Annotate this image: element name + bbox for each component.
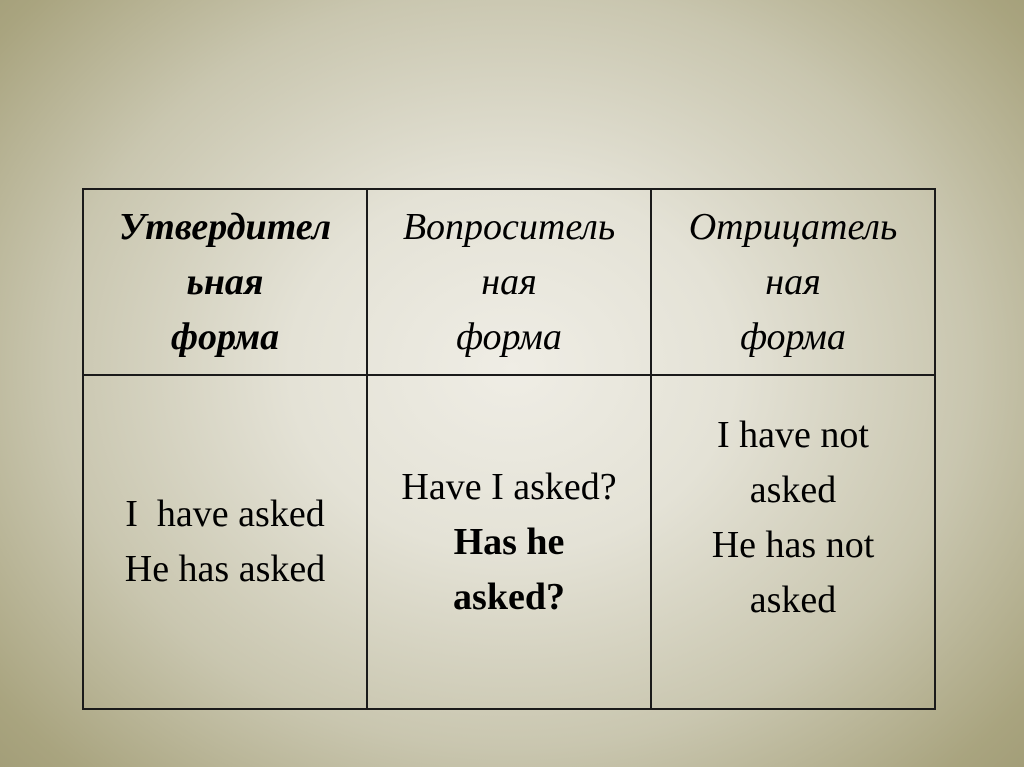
cell-affirmative-examples <box>83 375 367 709</box>
example-line: asked <box>749 469 837 511</box>
example-line: He has asked <box>124 548 326 590</box>
example-line: Have I asked? <box>401 465 617 508</box>
header-text-line: ьная <box>186 260 264 303</box>
example-line: I have asked <box>125 493 325 535</box>
header-text-line: форма <box>456 315 562 358</box>
header-text-line: форма <box>170 315 280 358</box>
header-text-line: ная <box>481 260 537 303</box>
example-line: I have not <box>717 414 869 456</box>
header-text-line: Отрицатель <box>688 205 898 248</box>
table-header-row <box>83 189 935 375</box>
example-line: asked <box>749 579 837 621</box>
example-line: He has not <box>711 524 875 566</box>
header-text-line: форма <box>740 315 846 358</box>
header-affirmative-form <box>83 189 367 375</box>
cell-negative-examples <box>651 375 935 709</box>
header-text-line: Утвердител <box>118 205 332 248</box>
header-text-line: ная <box>765 260 821 303</box>
table-body-row <box>83 375 935 709</box>
verb-forms-table <box>82 188 936 710</box>
header-text-line: Вопроситель <box>402 205 616 248</box>
header-negative-form <box>651 189 935 375</box>
cell-interrogative-examples <box>367 375 651 709</box>
example-line-bold: asked? <box>453 575 565 618</box>
header-interrogative-form <box>367 189 651 375</box>
example-line-bold: Has he <box>453 520 565 563</box>
